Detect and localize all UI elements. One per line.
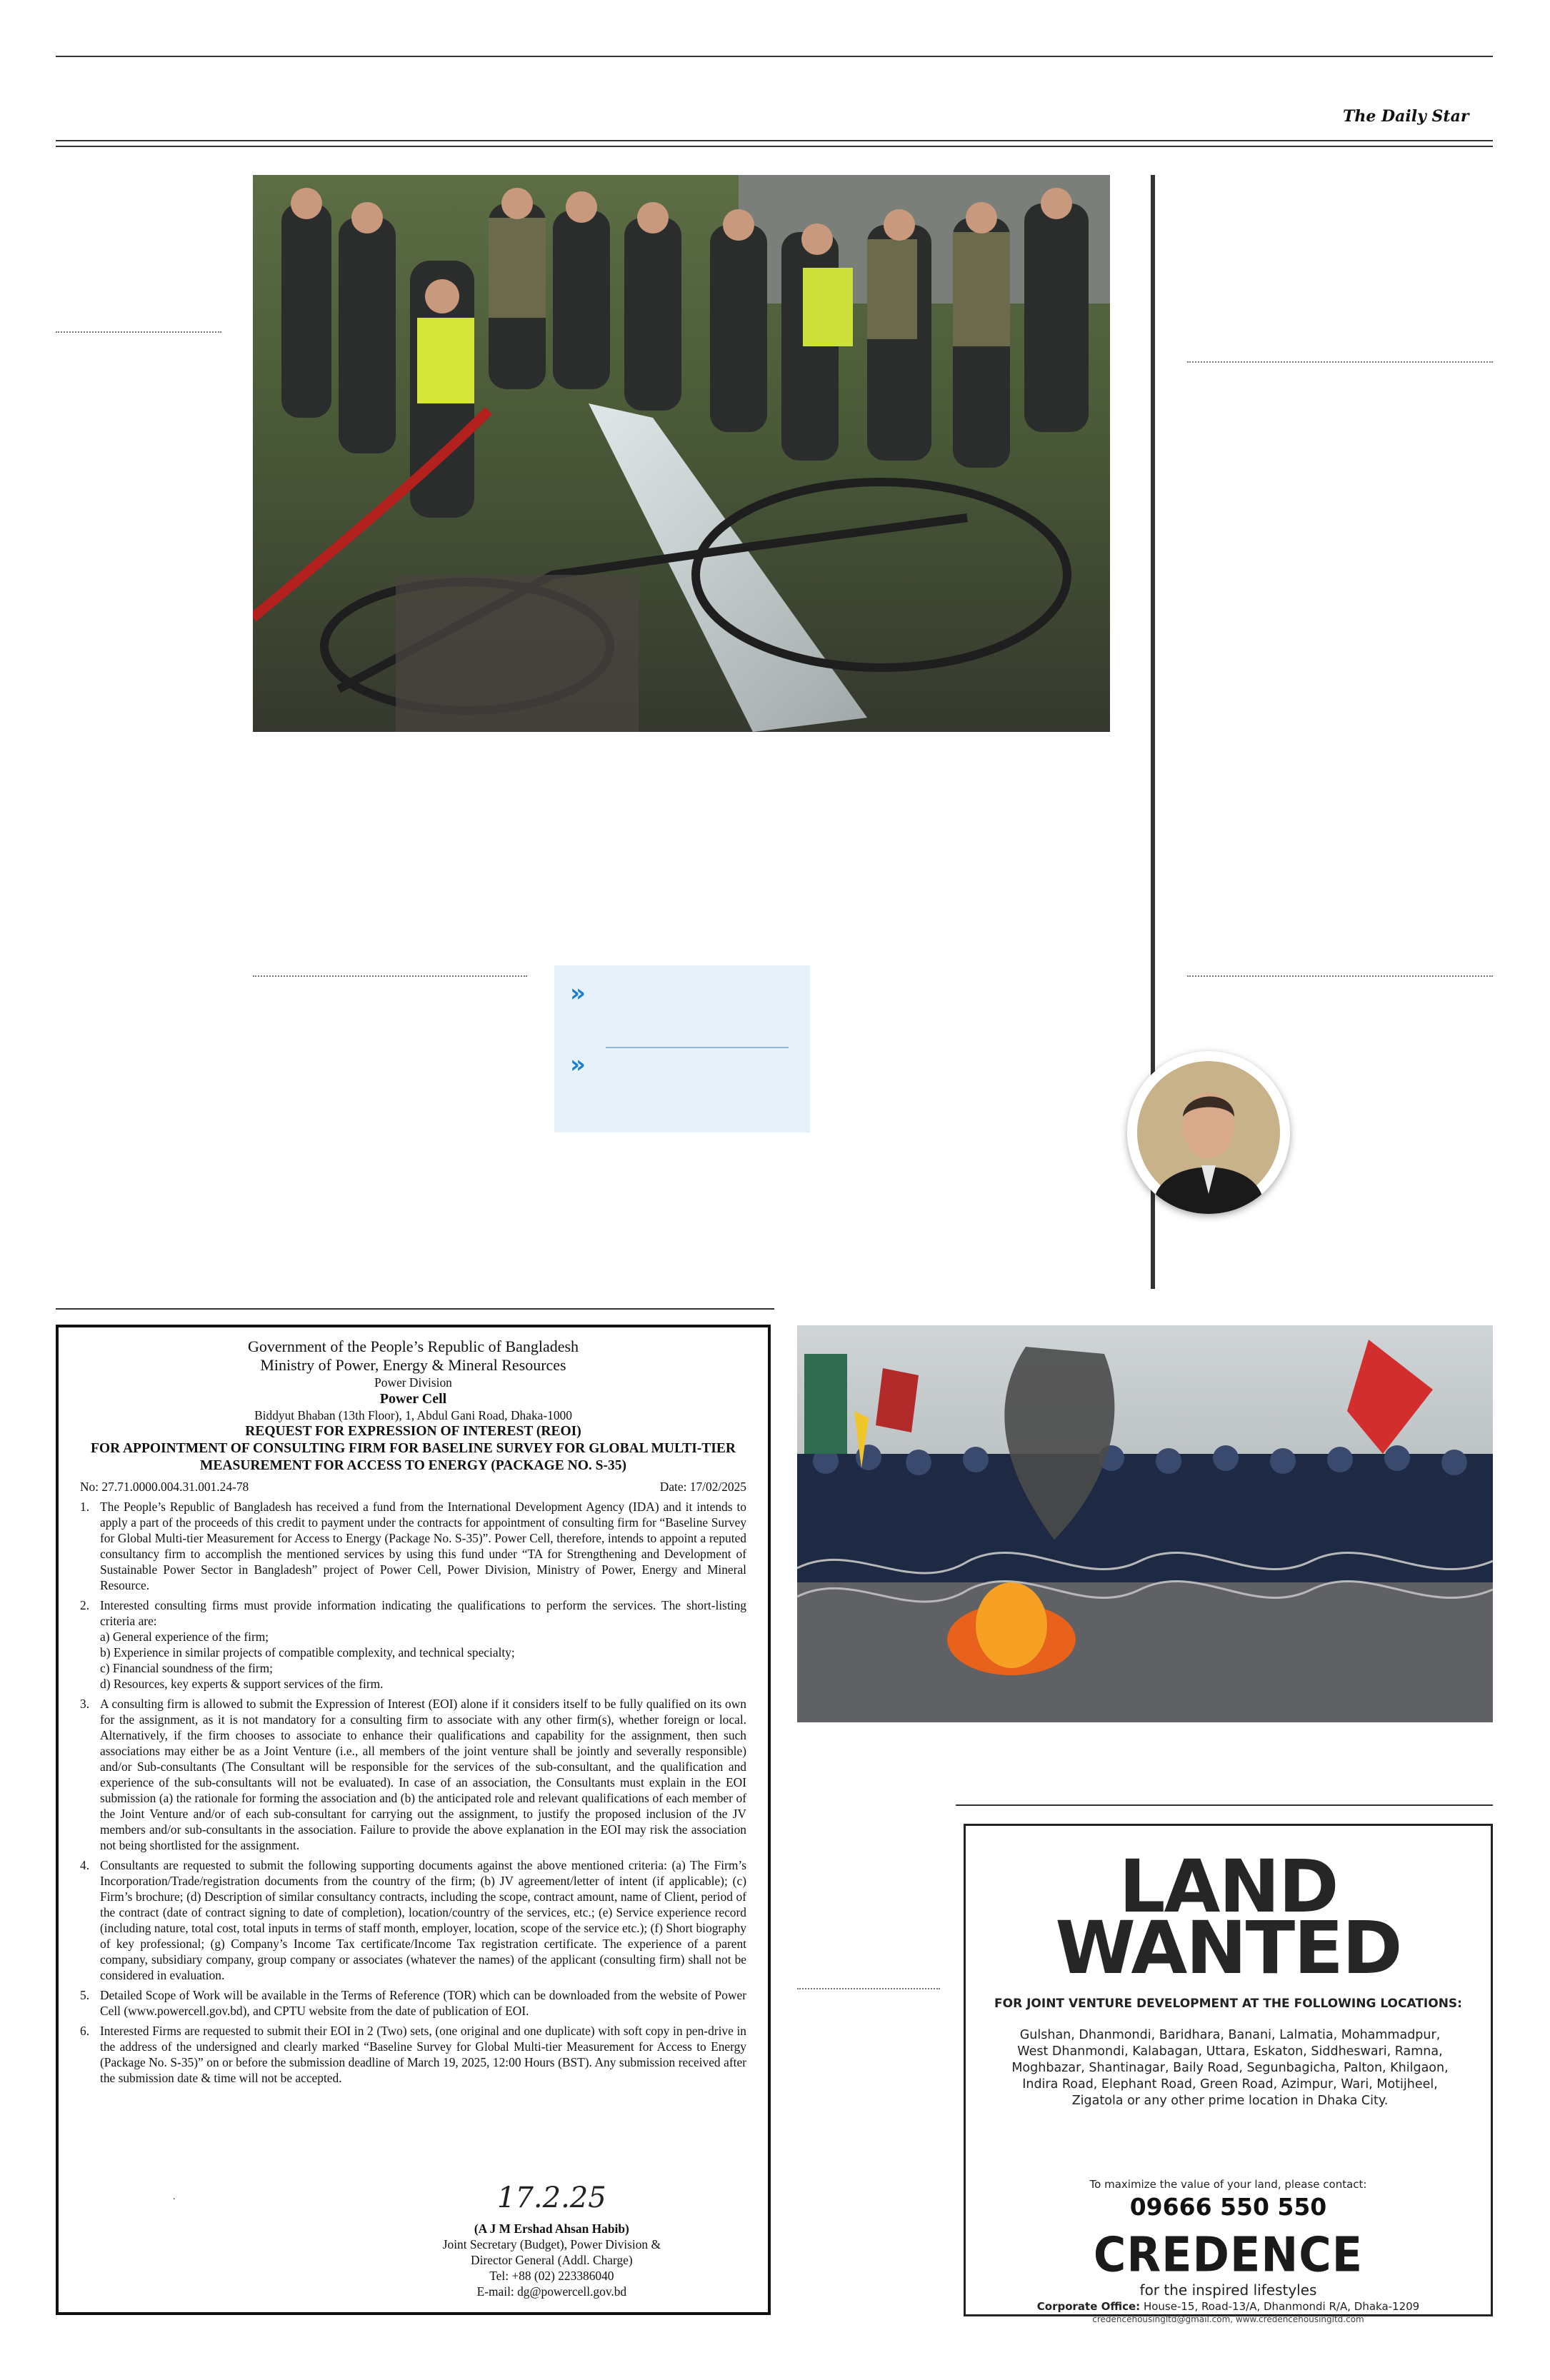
signatory-name: (A J M Ershad Ahsan Habib)	[474, 2221, 629, 2236]
double-chevron-icon: »	[570, 979, 586, 1008]
notice-items	[80, 1499, 746, 2086]
notice-address: Biddyut Bhaban (13th Floor), 1, Abdul Gani Road, Dhaka-1000	[254, 1408, 572, 1422]
double-chevron-icon: »	[570, 1050, 586, 1079]
stray-dot: .	[173, 2191, 176, 2202]
land-ad-top-rule	[956, 1804, 1493, 1806]
notice-memo-row	[80, 1479, 746, 1495]
notice-item: 2. Interested consulting firms must provide information indicating the qualifications to perform the services. The short-listing criteria are: a) General experience of the firm; b) Experience in similar projects of compatible complexity, and technical specialty; c) Financial soundness of the firm; d) Resources, key experts & support services of the firm.	[80, 1598, 746, 1691]
ad-headline-land: LAND	[1119, 1844, 1338, 1929]
notice-date: Date: 17/02/2025	[659, 1480, 746, 1494]
signatory-email: E-mail: dg@powercell.gov.bd	[476, 2284, 627, 2299]
notice-title-3: MEASUREMENT FOR ACCESS TO ENERGY (PACKAGE NO. S-35)	[200, 1458, 626, 1473]
notice-item: 4. Consultants are requested to submit the following supporting documents against the above mentioned criteria: (a) The Firm’s Incorporation/Trade/registration documents from the country of the firm; (b) JV agreement/letter of intent (if applicable); (c) Firm’s brochure; (d) Description of similar consultancy contracts, including the scope, contract amount, name of Client, period of the contract (date of contract signing to date of completion), location/country of the services, etc.; (e) Service experience record (including nature, total cost, total inputs in terms of staff month, employer, location, scope of the service etc.); (f) Short biography of key professional; (g) Company’s Income Tax certificate/Income Tax registration certificate. The experience of a parent company, subsidiary company, group company or associates (whatever the names) of the applicant (consulting firm) shall not be considered in evaluation.	[80, 1858, 746, 1982]
portrait-image	[1127, 1051, 1290, 1214]
lower-mid-rule	[797, 1988, 940, 1989]
pull-quote-separator	[606, 1047, 789, 1048]
car-fire-scene-image	[253, 175, 1110, 732]
notice-govt-line: Government of the People’s Republic of Bangladesh	[247, 1337, 579, 1355]
ad-tagline: for the inspired lifestyles	[1139, 2281, 1317, 2299]
signatory-tel: Tel: +88 (02) 223386040	[489, 2269, 614, 2283]
notice-item: 5. Detailed Scope of Work will be available in the Terms of Reference (TOR) which can be downloaded from the website of Power Cell (www.powercell.gov.bd), and CPTU website from the date of publication of EOI.	[80, 1988, 746, 2018]
government-reoi-notice	[56, 1325, 771, 2315]
criteria-item: c) Financial soundness of the firm;	[100, 1661, 273, 1675]
left-column-rule	[56, 331, 221, 333]
signature-scrawl: 17.2.25	[497, 2181, 606, 2214]
criteria-item: d) Resources, key experts & support services of the firm.	[100, 1677, 384, 1691]
ad-maximize-text: To maximize the value of your land, please contact:	[1089, 2178, 1367, 2191]
mid-column-rule	[253, 975, 527, 977]
notice-item: 3. A consulting firm is allowed to submit the Expression of Interest (EOI) alone if it considers itself to be fully qualified on its own for the assignment, as it is not mandatory for a consulting firm to associate with any other firm(s), whether foreign or local. Alternatively, if the firm chooses to associate to enhance their qualifications and capability for the assignment, then such associations may either be as a Joint Venture (i.e., all members of the joint venture shall be jointly and severally responsible) and/or Sub-consultants (The Consultant will be responsible for the services of the sub-consultant, and the qualification and experience of the sub-consultants will not be evaluated). In case of an association, the Consultants must explain in the EOI submission (a) the rationale for forming the association and (b) the anticipated role and relevant qualifications of each member of the Joint Venture and/or of each sub-consultant for carrying out the assignment, to justify the proposed inclusion of the JV members and/or sub-consultants in the association. Failure to provide the above explanation in the EOI may risk the association not being shortlisted for the assignment.	[80, 1697, 746, 1852]
right-column-rule-1	[1187, 361, 1493, 363]
protest-photo	[797, 1325, 1493, 1722]
criteria-item: b) Experience in similar projects of compatible complexity, and technical specialty;	[100, 1645, 515, 1660]
ad-subtitle: FOR JOINT VENTURE DEVELOPMENT AT THE FOLLOWING LOCATIONS:	[994, 1997, 1462, 2011]
right-column-rule-2	[1187, 975, 1493, 977]
ad-brand-logo: CREDENCE	[1093, 2226, 1364, 2283]
notice-title-2: FOR APPOINTMENT OF CONSULTING FIRM FOR BASELINE SURVEY FOR GLOBAL MULTI-TIER	[91, 1441, 736, 1456]
protest-scene-image	[797, 1325, 1493, 1722]
top-rule	[56, 56, 1493, 57]
ad-headline-wanted: WANTED	[1055, 1906, 1401, 1991]
notice-item: 6. Interested Firms are requested to submit their EOI in 2 (Two) sets, (one original and one duplicate) with soft copy in pen-drive in the address of the undersigned and clearly marked “Baseline Survey for Global Multi-tier Measurement for Access to Energy (Package No. S-35)” on or before the submission deadline of March 19, 2025, 12:00 Hours (BST). Any submission received after the submission date & time will not be accepted.	[80, 2024, 746, 2085]
land-wanted-ad	[964, 1824, 1493, 2324]
notice-signature-block	[443, 2182, 661, 2299]
signatory-title-2: Director General (Addl. Charge)	[471, 2253, 633, 2267]
ad-corporate-office: Corporate Office: House-15, Road-13/A, Dhanmondi R/A, Dhaka-1209	[1036, 2300, 1420, 2313]
notice-division-line: Power Division	[374, 1375, 452, 1390]
masthead-rule-2	[56, 146, 1493, 147]
notice-item: 1. The People’s Republic of Bangladesh has received a fund from the International Development Agency (IDA) and it intends to apply a part of the proceeds of this credit to payment under the contracts for appointment of consulting firm for “Baseline Survey for Global Multi-tier Measurement for Access to Energy (Package No. S-35)”. Power Cell, therefore, intends to appoint a reputed consultancy firm to accomplish the mentioned services by using this fund under “TA for Strengthening and Development of Sustainable Power Sector in Bangladesh” project of Power Cell, Power Division, Ministry of Power, Energy and Mineral Resource.	[80, 1500, 746, 1592]
notice-memo-no: No: 27.71.0000.004.31.001.24-78	[80, 1480, 249, 1494]
lower-section-rule	[56, 1308, 774, 1310]
pull-quote-box	[554, 965, 810, 1133]
masthead-rule-1	[56, 140, 1493, 141]
ad-locations: Gulshan, Dhanmondi, Baridhara, Banani, Lalmatia, Mohammadpur, West Dhanmondi, Kalabagan, Uttara, Eskaton, Siddheswari, Ramna, Moghbazar, Shantinagar, Baily Road, Segunbagicha, Palton, Khilgaon, Indira Road, Elephant Road, Green Road, Azimpur, Wari, Motijheel, Zigatola or any other prime location in Dhaka City.	[1011, 2028, 1449, 2108]
notice-cell-line: Power Cell	[379, 1391, 447, 1407]
ad-contact-line: credencehousingltd@gmail.com, www.credencehousingltd.com	[1092, 2314, 1364, 2324]
ad-phone-number: 09666 550 550	[1129, 2193, 1327, 2221]
notice-ministry-line: Ministry of Power, Energy & Mineral Resources	[260, 1356, 566, 1374]
criteria-item: a) General experience of the firm;	[100, 1630, 269, 1644]
signatory-title-1: Joint Secretary (Budget), Power Division &	[442, 2237, 661, 2251]
notice-title-1: REQUEST FOR EXPRESSION OF INTEREST (REOI)	[245, 1424, 581, 1439]
top-news-photo	[253, 175, 1110, 732]
masthead-logo: The Daily Star	[1343, 107, 1469, 126]
portrait-photo	[1127, 1051, 1290, 1214]
